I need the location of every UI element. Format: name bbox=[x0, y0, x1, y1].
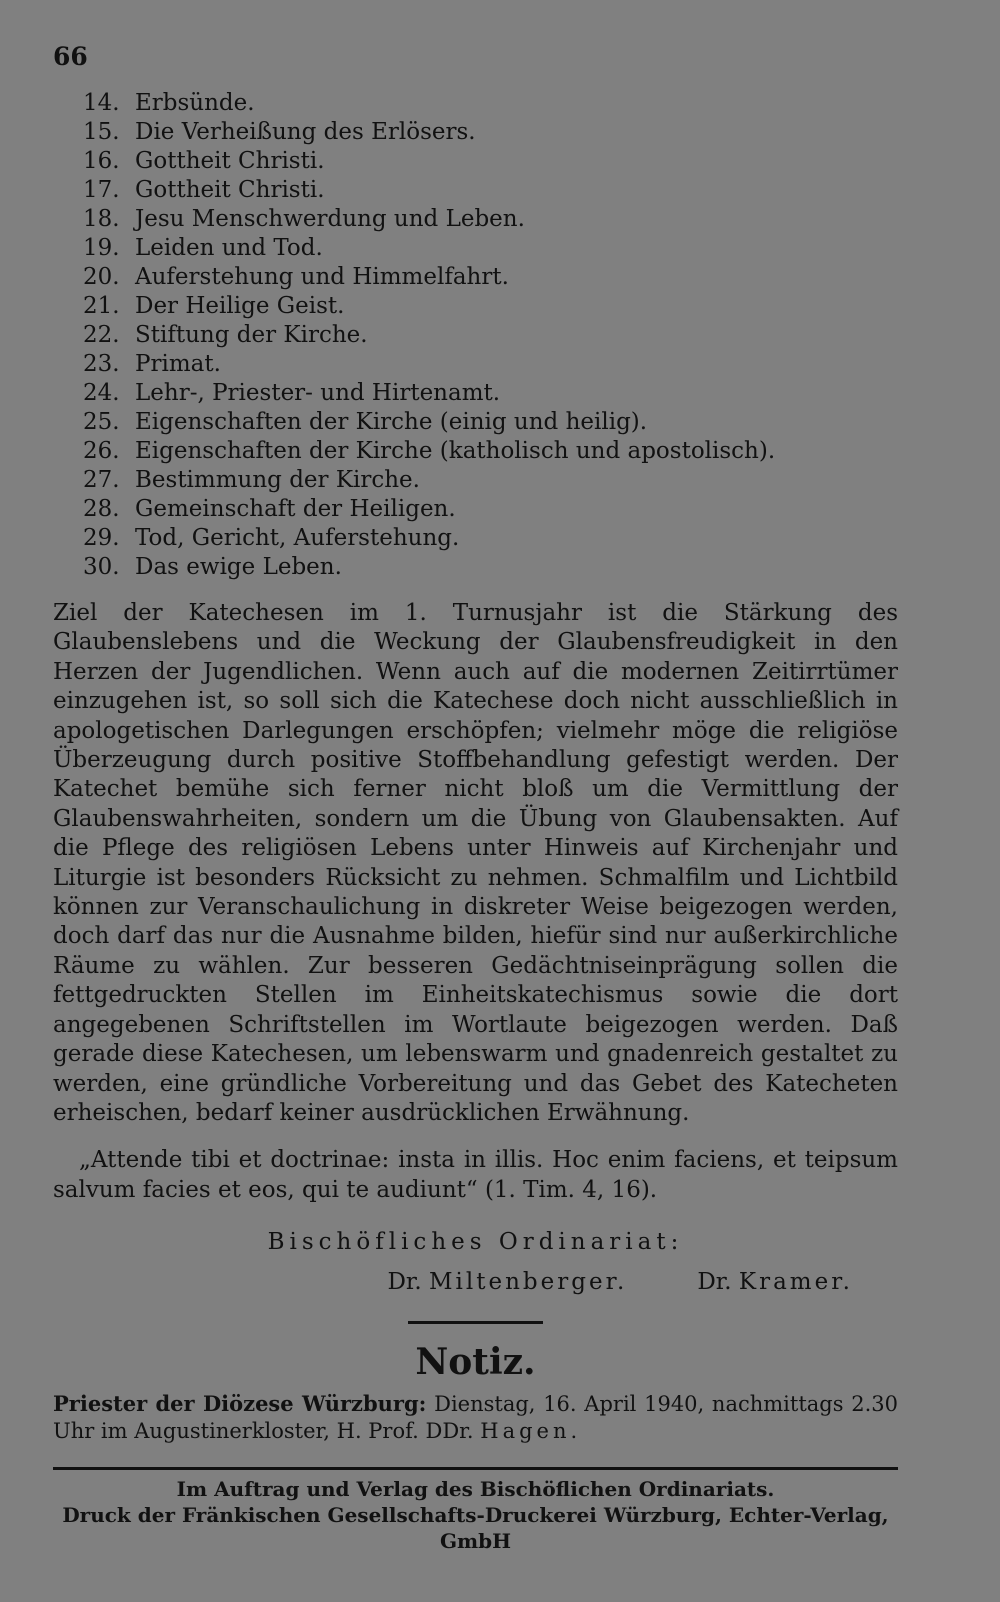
topic-number: 23. bbox=[83, 351, 120, 377]
topic-number: 25. bbox=[83, 409, 120, 435]
signature-name: Miltenberger. bbox=[428, 1269, 628, 1296]
signature-names bbox=[53, 1267, 853, 1297]
topic-title: Auferstehung und Himmelfahrt. bbox=[135, 264, 509, 290]
section-divider bbox=[408, 1321, 543, 1324]
topic-title: Die Verheißung des Erlösers. bbox=[135, 119, 476, 145]
topic-title: Bestimmung der Kirche. bbox=[135, 467, 420, 493]
topic-title: Der Heilige Geist. bbox=[135, 293, 345, 319]
topic-number: 15. bbox=[83, 119, 120, 145]
signature-organization: Bischöfliches Ordinariat: bbox=[267, 1229, 684, 1256]
page-number: 66 bbox=[53, 42, 88, 71]
topic-number: 18. bbox=[83, 206, 120, 232]
instruction-paragraph: Ziel der Katechesen im 1. Turnusjahr ist die Stärkung des Glaubenslebens und die Weckung der Glaubensfreudigkeit in den Herzen der Jugendlichen. Wenn auch auf die modernen Zeitirrtümer einzugehen ist, so soll sich die Katechese doch nicht ausschließlich in apologetischen Darlegungen erschöpfen; vielmehr möge die religiöse Überzeugung durch positive Stoffbehandlung gefestigt werden. Der Katechet bemühe sich ferner nicht bloß um die Vermittlung der Glaubenswahrheiten, sondern um die Übung von Glaubensakten. Auf die Pflege des religiösen Lebens unter Hinweis auf Kirchenjahr und Liturgie ist besonders Rücksicht zu nehmen. Schmalfilm und Lichtbild können zur Veranschaulichung in diskreter Weise beigezogen werden, doch darf das nur die Ausnahme bilden, hiefür sind nur außerkirchliche Räume zu wählen. Zur besseren Gedächtniseinprägung sollen die fettgedruckten Stellen im Einheitskatechismus sowie die dort angegebenen Schriftstellen im Wortlaute beigezogen werden. Daß gerade diese Katechesen, um lebenswarm und gnadenreich gestaltet zu werden, eine gründliche Vorbereitung und das Gebet des Katecheten erheischen, bedarf keiner ausdrücklichen Erwähnung. bbox=[53, 600, 898, 1126]
topic-number: 17. bbox=[83, 177, 120, 203]
footer-publisher: Im Auftrag und Verlag des Bischöflichen Ordinariats. bbox=[176, 1477, 775, 1502]
footer-printer: Druck der Fränkischen Gesellschafts-Druckerei Würzburg, Echter-Verlag, GmbH bbox=[62, 1503, 889, 1554]
topic-number: 28. bbox=[83, 496, 120, 522]
topic-number: 29. bbox=[83, 525, 120, 551]
topic-number: 30. bbox=[83, 554, 120, 580]
list-item bbox=[83, 234, 898, 263]
list-item bbox=[83, 89, 898, 118]
topic-number: 22. bbox=[83, 322, 120, 348]
notice-lead: Priester der Diözese Würzburg: bbox=[53, 1391, 427, 1417]
list-item bbox=[83, 321, 898, 350]
list-item bbox=[83, 379, 898, 408]
notice-text: Dienstag, 16. April 1940, nachmittags 2.30 Uhr im Augustinerkloster, H. Prof. DDr. bbox=[53, 1392, 898, 1444]
list-item bbox=[83, 524, 898, 553]
list-item bbox=[83, 495, 898, 524]
list-item bbox=[83, 350, 898, 379]
footer-divider bbox=[53, 1467, 898, 1470]
list-item bbox=[83, 176, 898, 205]
topic-title: Lehr-, Priester- und Hirtenamt. bbox=[135, 380, 501, 406]
topic-title: Eigenschaften der Kirche (katholisch und apostolisch). bbox=[135, 438, 776, 464]
signature-name: Kramer. bbox=[738, 1269, 853, 1296]
topic-number: 24. bbox=[83, 380, 120, 406]
signature-title: Dr. bbox=[387, 1269, 422, 1296]
topic-title: Erbsünde. bbox=[135, 90, 255, 116]
topic-title: Tod, Gericht, Auferstehung. bbox=[135, 525, 460, 551]
topic-title: Gottheit Christi. bbox=[135, 177, 325, 203]
latin-quote: „Attende tibi et doctrinae: insta in illis. Hoc enim faciens, et teipsum salvum facies et eos, qui te audiunt“ (1. Tim. 4, 16). bbox=[53, 1147, 898, 1203]
list-item bbox=[83, 263, 898, 292]
list-item bbox=[83, 466, 898, 495]
topic-title: Jesu Menschwerdung und Leben. bbox=[135, 206, 525, 232]
topic-number: 21. bbox=[83, 293, 120, 319]
topic-title: Leiden und Tod. bbox=[135, 235, 323, 261]
list-item bbox=[83, 292, 898, 321]
topic-list bbox=[83, 89, 898, 582]
notice-body bbox=[53, 1390, 898, 1445]
topic-number: 27. bbox=[83, 467, 120, 493]
notice-name: Hagen. bbox=[480, 1419, 582, 1444]
document-page bbox=[53, 44, 898, 1554]
footer bbox=[53, 1476, 898, 1554]
topic-title: Das ewige Leben. bbox=[135, 554, 342, 580]
list-item bbox=[83, 118, 898, 147]
list-item bbox=[83, 205, 898, 234]
topic-title: Gottheit Christi. bbox=[135, 148, 325, 174]
topic-title: Primat. bbox=[135, 351, 221, 377]
notice-heading: Notiz. bbox=[415, 1341, 536, 1384]
list-item bbox=[83, 553, 898, 582]
list-item bbox=[83, 408, 898, 437]
topic-number: 26. bbox=[83, 438, 120, 464]
signature-title: Dr. bbox=[697, 1269, 732, 1296]
list-item bbox=[83, 437, 898, 466]
topic-number: 19. bbox=[83, 235, 120, 261]
topic-number: 14. bbox=[83, 90, 120, 116]
signature-first bbox=[387, 1267, 627, 1297]
topic-number: 16. bbox=[83, 148, 120, 174]
topic-title: Gemeinschaft der Heiligen. bbox=[135, 496, 456, 522]
list-item bbox=[83, 147, 898, 176]
topic-title: Stiftung der Kirche. bbox=[135, 322, 368, 348]
topic-number: 20. bbox=[83, 264, 120, 290]
signature-second bbox=[697, 1267, 853, 1297]
topic-title: Eigenschaften der Kirche (einig und heilig). bbox=[135, 409, 648, 435]
